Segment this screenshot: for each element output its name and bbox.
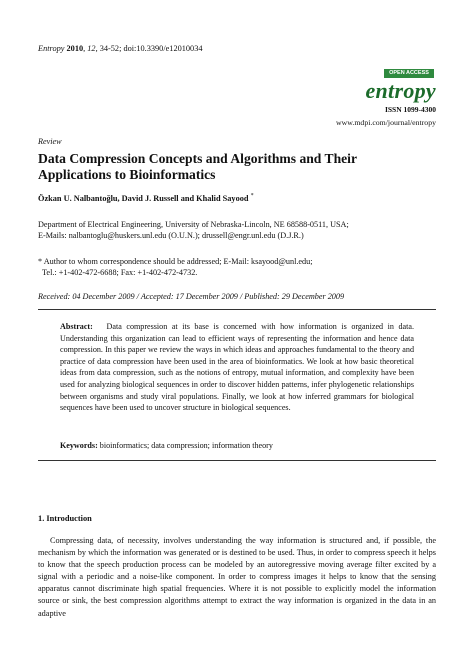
keywords-label: Keywords:: [60, 441, 98, 450]
correspondence: [38, 256, 438, 279]
author-names: Özkan U. Nalbantoğlu, David J. Russell and Khalid Sayood: [38, 193, 249, 203]
keywords-text: bioinformatics; data compression; information theory: [99, 441, 273, 450]
title-line-1: Data Compression Concepts and Algorithms and Their: [38, 151, 357, 166]
author-mark: *: [250, 193, 254, 199]
abstract-text: Data compression at its base is concerned with how information is organized in data. Understanding this organization can lead to efficient ways of representing the information and hence data compression. In this paper we review the ways in which ideas and approaches fundamental to the theory and practice of data compression have been used in the area of bioinformatics. We look at how basic theoretical ideas from data compression, such as the notions of entropy, mutual information, and complexity have been used for analyzing biological sequences in order to discover hidden patterns, infer phylogenetic relationships between organisms and study viral populations. Finally, we look at how inferred grammars for biological sequences have been used to uncover structure in biological sequences.: [60, 322, 415, 413]
title-line-2: Applications to Bioinformatics: [38, 167, 216, 182]
publication-dates: Received: 04 December 2009 / Accepted: 17 December 2009 / Published: 29 December 2009: [38, 292, 345, 301]
journal-logo: entropy: [365, 78, 436, 103]
journal-volume: 12: [87, 44, 96, 53]
corresp-line-2: Tel.: +1-402-472-6688; Fax: +1-402-472-4732.: [42, 268, 198, 278]
journal-year: 2010: [66, 44, 84, 53]
affiliation-line-2: E-Mails: nalbantoglu@huskers.unl.edu (O.U.N.); drussell@engr.unl.edu (D.J.R.): [38, 231, 304, 241]
introduction-body: [38, 535, 436, 620]
corresp-line-1: * Author to whom correspondence should be addressed; E-Mail: ksayood@unl.edu;: [38, 257, 313, 266]
authors: [38, 193, 254, 203]
divider-top: [38, 309, 436, 310]
affiliation: [38, 219, 438, 242]
section-heading: 1. Introduction: [38, 514, 92, 523]
journal-url[interactable]: www.mdpi.com/journal/entropy: [336, 118, 436, 127]
keywords: [60, 441, 414, 450]
article-title: [38, 151, 398, 183]
journal-name: Entropy: [38, 44, 65, 53]
intro-paragraph: Compressing data, of necessity, involves understanding the way information is structured and, if possible, the mechanism by which the information was generated or is destined to be used. Thus, in order to compress speech it helps to know that the speech production process can be modeled by an autoregressive moving average filter excited by a signal with a periodic and a noise-like component. In order to compress images it helps to know that the sensing apparatus cannot discriminate high spatial frequencies. Where it is not possible to explicitly model the information source or sink, the best compression algorithms attempt to extract the way information is organized in the data in an adaptive: [38, 536, 436, 618]
journal-pages-doi: , 34-52; doi:10.3390/e12010034: [95, 44, 203, 53]
journal-citation: Entropy 2010, 12, 34-52; doi:10.3390/e12010034: [38, 44, 203, 53]
abstract: [60, 321, 414, 414]
open-access-badge: OPEN ACCESS: [384, 69, 434, 78]
article-type: Review: [38, 137, 62, 146]
issn: ISSN 1099-4300: [384, 105, 436, 114]
abstract-label: Abstract:: [60, 322, 93, 331]
affiliation-line-1: Department of Electrical Engineering, University of Nebraska-Lincoln, NE 68588-0511, USA;: [38, 220, 349, 229]
divider-bottom: [38, 460, 436, 461]
